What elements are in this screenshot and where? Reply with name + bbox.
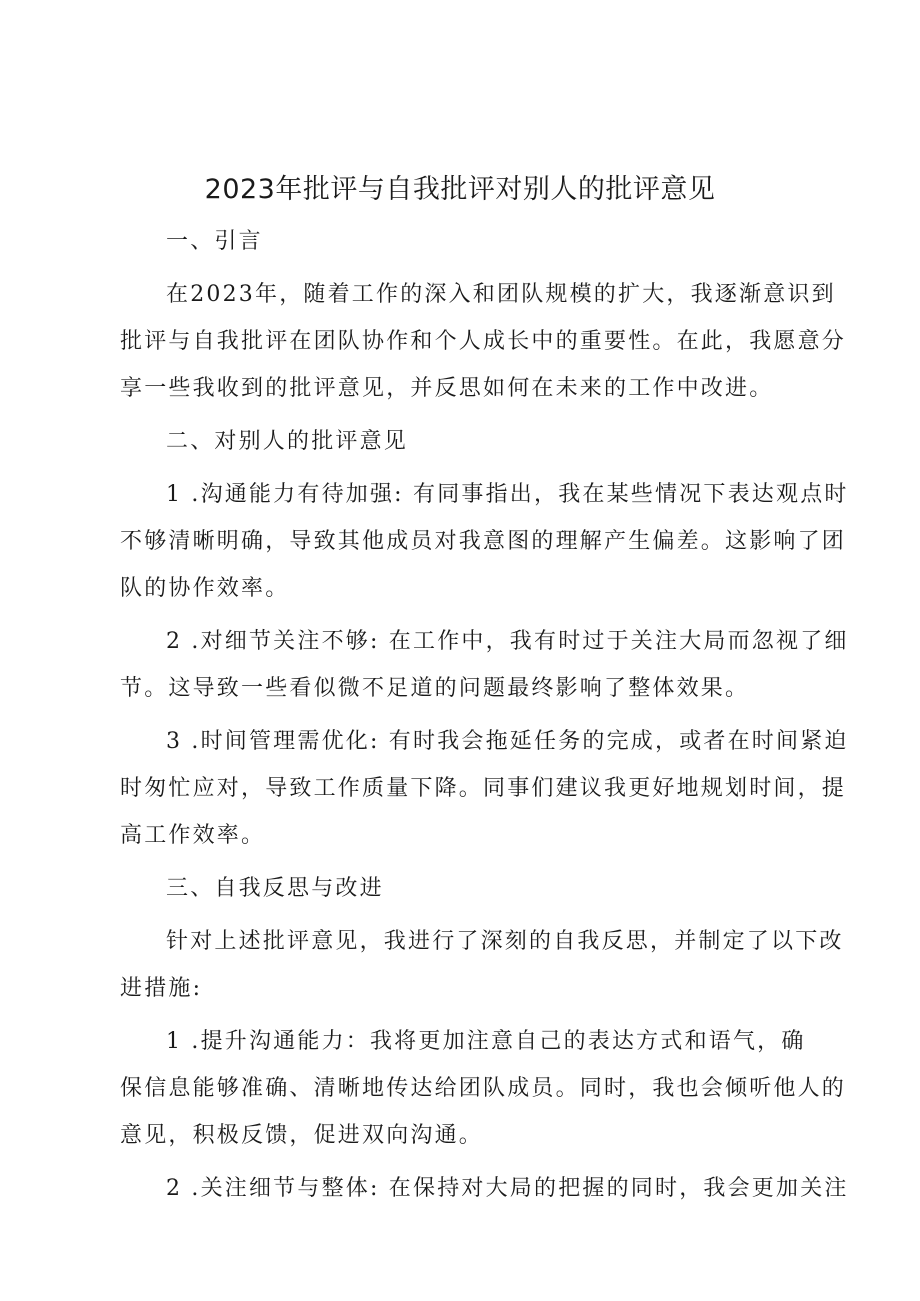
paragraph-line: 队的协作效率。	[120, 576, 290, 601]
paragraph-line: 2 .关注细节与整体: 在保持对大局的把握的同时，我会更加关注	[166, 1176, 849, 1201]
paragraph-line: 进措施:	[120, 976, 203, 1001]
paragraph-line: 1 .提升沟通能力：我将更加注意自己的表达方式和语气，确	[166, 1029, 806, 1054]
paragraph-line: 时匆忙应对，导致工作质量下降。同事们建议我更好地规划时间，提	[120, 776, 847, 801]
paragraph-improve-1	[120, 1018, 847, 1159]
paragraph-line: 保信息能够准确、清晰地传达给团队成员。同时，我也会倾听他人的	[120, 1076, 847, 1101]
paragraph-improve-2	[120, 1165, 849, 1212]
paragraph-line: 不够清晰明确，导致其他成员对我意图的理解产生偏差。这影响了团	[120, 529, 847, 554]
paragraph-line: 针对上述批评意见，我进行了深刻的自我反思，并制定了以下改	[166, 929, 844, 954]
paragraph-critique-2	[120, 618, 849, 712]
paragraph-line: 3 .时间管理需优化: 有时我会拖延任务的完成，或者在时间紧迫	[166, 729, 849, 754]
paragraph-line: 1 .沟通能力有待加强: 有同事指出，我在某些情况下表达观点时	[166, 482, 849, 507]
paragraph-critique-1	[120, 471, 849, 612]
paragraph-line: 在2023年，随着工作的深入和团队规模的扩大，我逐渐意识到	[166, 282, 836, 307]
paragraph-line: 2 .对细节关注不够: 在工作中，我有时过于关注大局而忽视了细	[166, 629, 849, 654]
paragraph-intro	[120, 271, 847, 412]
section-heading-intro: 一、引言	[166, 229, 263, 254]
paragraph-line: 享一些我收到的批评意见，并反思如何在未来的工作中改进。	[120, 376, 774, 401]
paragraph-line: 意见，积极反馈，促进双向沟通。	[120, 1123, 484, 1148]
paragraph-reflection-intro	[120, 918, 844, 1012]
section-heading-reflection: 三、自我反思与改进	[166, 876, 384, 901]
document-title: 2023年批评与自我批评对别人的批评意见	[204, 174, 716, 205]
document-body	[120, 218, 849, 1218]
paragraph-line: 高工作效率。	[120, 823, 266, 848]
paragraph-line: 批评与自我批评在团队协作和个人成长中的重要性。在此，我愿意分	[120, 329, 847, 354]
section-heading-critique: 二、对别人的批评意见	[166, 429, 409, 454]
paragraph-line: 节。这导致一些看似微不足道的问题最终影响了整体效果。	[120, 676, 750, 701]
paragraph-critique-3	[120, 718, 849, 859]
